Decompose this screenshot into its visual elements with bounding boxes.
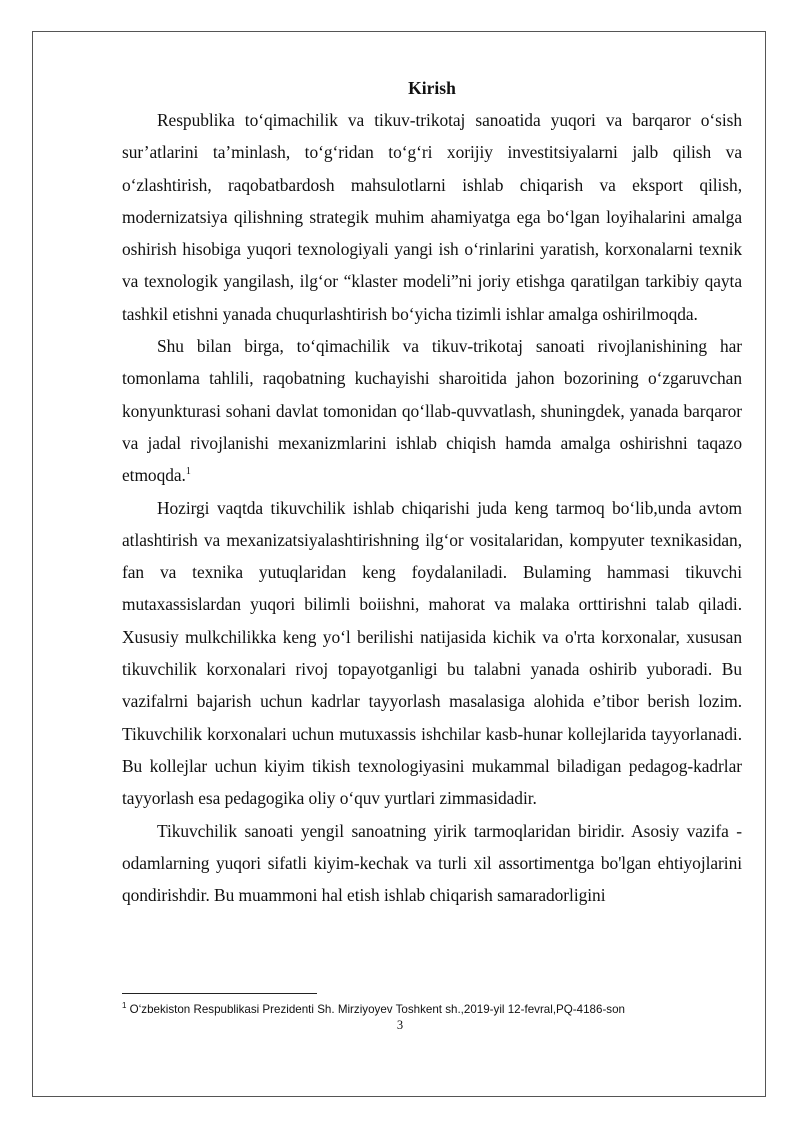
paragraph-3: [122, 492, 742, 815]
footnote-reference[interactable]: 1: [185, 466, 191, 478]
paragraph-text: Tikuvchilik sanoati yengil sanoatning yirik tarmoqlaridan biridir. Asosiy vazifa - odamlarning yuqori sifatli kiyim-kechak va turli xil assortimentga bo'lgan ehtiyojlarini qondirishdir. Bu muammoni hal etish ishlab chiqarish samaradorligini: [122, 820, 742, 906]
paragraph-text: Respublika to‘qimachilik va tikuv-trikotaj sanoatida yuqori va barqaror o‘sish sur’atlarini ta’minlash, to‘g‘ridan to‘g‘ri xorijiy investitsiyalarni jalb qilish va o‘zlashtirish, raqobatbardosh mahsulotlarni ishlab chiqarish va eksport qilish, modernizatsiya qilishning strategik muhim ahamiyatga ega bo‘lgan loyihalarini amalga oshirish hisobiga yuqori texnologiyali yangi ish o‘rinlarini yaratish, korxonalarni texnik va texnologik yangilash, ilg‘or “klaster modeli”ni joriy etishga qaratilgan tarkibiy qayta tashkil etishni yanada chuqurlashtirish bo‘yicha tizimli ishlar amalga oshirilmoqda.: [122, 110, 742, 324]
page-number: 3: [396, 1018, 404, 1032]
footnote: [122, 1002, 742, 1017]
paragraph-4: [122, 815, 742, 912]
footnote-separator: [122, 993, 317, 994]
paragraph-1: [122, 104, 742, 330]
footnote-marker: 1: [122, 1001, 127, 1011]
paragraph-text: Shu bilan birga, to‘qimachilik va tikuv-trikotaj sanoati rivojlanishining har tomonlama tahlili, raqobatning kuchayishi sharoitida jahon bozorining o‘zgaruvchan konyunkturasi sohani davlat tomonidan qo‘llab-quvvatlash, shuningdek, yanada barqaror va jadal rivojlanishi mexanizmlarini ishlab chiqish hamda amalga oshirishni taqazo etmoqda.: [122, 336, 742, 486]
document-title: Kirish: [408, 78, 456, 98]
paragraph-text: Hozirgi vaqtda tikuvchilik ishlab chiqarishi juda keng tarmoq bo‘lib,unda avtom atlashtirish va mexanizatsiyalashtirishning ilg‘or vositalaridan, kompyuter texnikasidan, fan va texnika yutuqlaridan keng foydalaniladi. Bulaming hammasi tikuvchi mutaxassislardan yuqori bilimli boiishni, mahorat va malaka orttirishni talab qiladi. Xususiy mulkchilikka keng yo‘l berilishi natijasida kichik va o'rta korxonalar, xususan tikuvchilik korxonalari rivoj topayotganligi bu talabni yanada oshirib yuboradi. Bu vazifalrni bajarish uchun kadrlar tayyorlash masalasiga alohida e’tibor berish lozim. Tikuvchilik korxonalari uchun mutuxassis ishchilar kasb-hunar kollejlarida tayyorlanadi. Bu kollejlar uchun kiyim tikish texnologiyasini mukammal biladigan pedagog-kadrlar tayyorlash esa pedagogika oliy o‘quv yurtlari zimmasidadir.: [122, 497, 742, 809]
footnote-text: O‘zbekiston Respublikasi Prezidenti Sh. Mirziyoyev Toshkent sh.,2019-yil 12-fevral,PQ-4186-son: [126, 1003, 626, 1016]
paragraph-2: [122, 330, 742, 491]
document-body: [122, 72, 742, 911]
